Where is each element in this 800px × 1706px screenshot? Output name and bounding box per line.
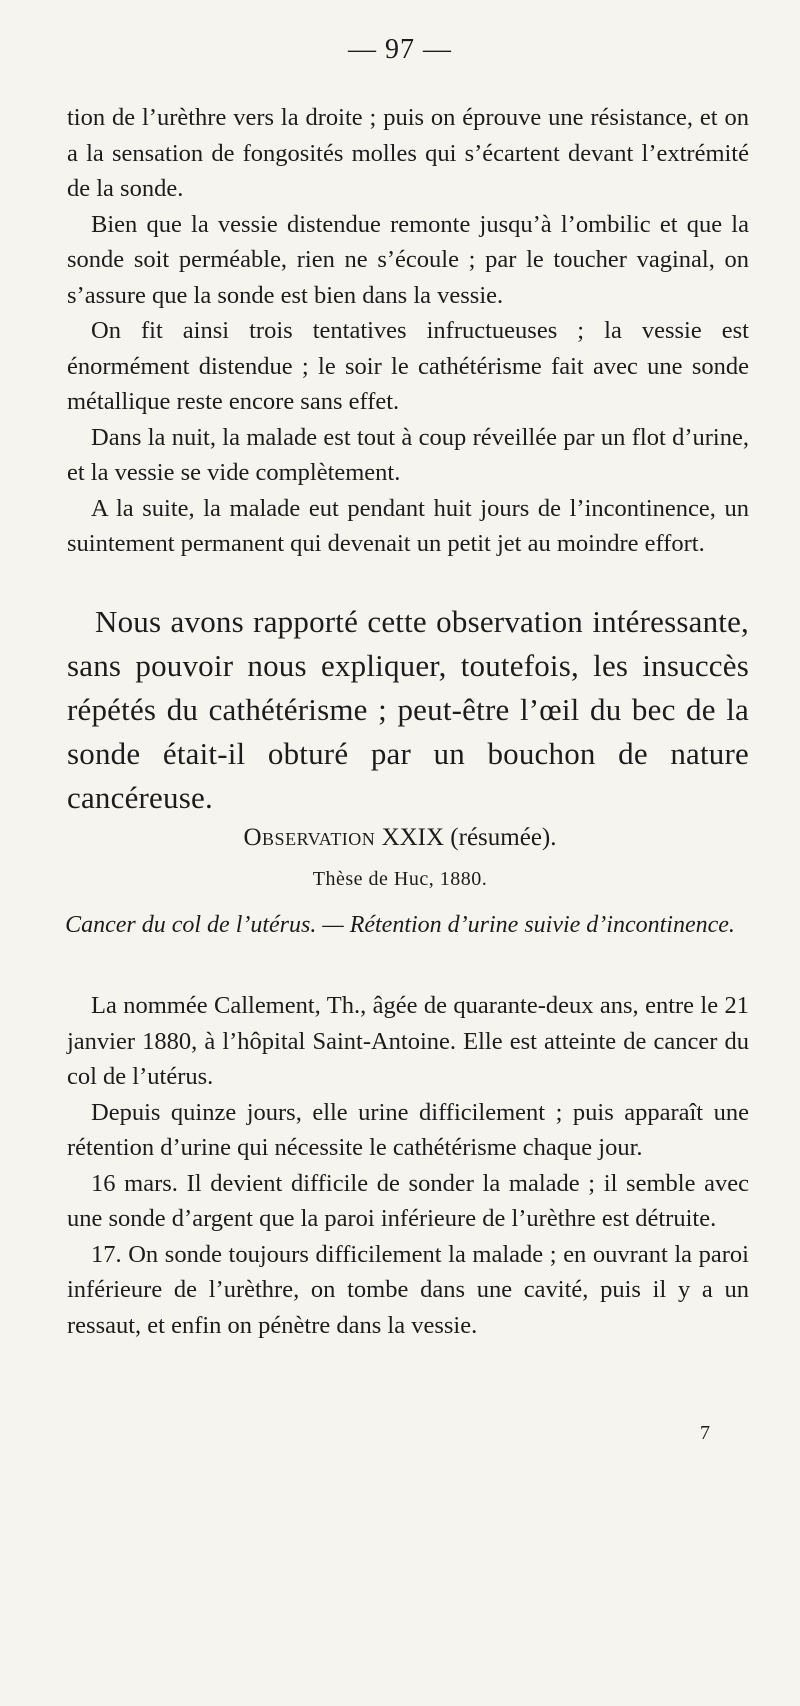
page-number: — 97 — (348, 34, 452, 65)
observation-source: Thèse de Huc, 1880. (312, 868, 488, 890)
observation-subtitle: Cancer du col de l’utérus. — Rétention d’urine suivie d’incontinence. (65, 912, 735, 938)
observation-number: XXIX (résumée). (381, 824, 557, 851)
paragraph: 17. On sonde toujours difficilement la malade ; en ouvrant la paroi inférieure de l’urèthre, on tombe dans une cavité, puis il y a un ressaut, et enfin on pénètre dans la vessie. (67, 1240, 749, 1339)
paragraph: A la suite, la malade eut pendant huit jours de l’incontinence, un suintement permanent qui devenait un petit jet au moindre effort. (67, 494, 749, 557)
paragraph: tion de l’urèthre vers la droite ; puis on éprouve une résistance, et on a la sensation de fongosités molles qui s’écartent devant l’extrémité de la sonde. (67, 104, 749, 202)
observation-label: Observation (243, 824, 376, 851)
observation-body (67, 988, 749, 1343)
paragraph: La nommée Callement, Th., âgée de quarante-deux ans, entre le 21 janvier 1880, à l’hôpital Saint-Antoine. Elle est atteinte de cancer du col de l’utérus. (67, 992, 749, 1090)
paragraph: Depuis quinze jours, elle urine difficilement ; puis apparaît une rétention d’urine qui nécessite le cathétérisme chaque jour. (67, 1098, 749, 1161)
observation-continuation (67, 100, 749, 562)
paragraph: 16 mars. Il devient difficile de sonder la malade ; il semble avec une sonde d’argent que la paroi inférieure de l’urèthre est détruite. (67, 1169, 749, 1232)
observation-heading (0, 824, 800, 852)
paragraph: On fit ainsi trois tentatives infructueuses ; la vessie est énormément distendue ; le soir le cathétérisme fait avec une sonde métallique reste encore sans effet. (67, 317, 749, 415)
paragraph: Dans la nuit, la malade est tout à coup réveillée par un flot d’urine, et la vessie se vide complètement. (67, 423, 749, 486)
author-commentary: Nous avons rapporté cette observation intéressante, sans pouvoir nous expliquer, toutefois, les insuccès répétés du cathétérisme ; peut-être l’œil du bec de la sonde était-il obturé par un bouchon de nature cancéreuse. (67, 604, 749, 815)
signature-mark: 7 (700, 1422, 710, 1444)
paragraph: Bien que la vessie distendue remonte jusqu’à l’ombilic et que la sonde soit perméable, rien ne s’écoule ; par le toucher vaginal, on s’assure que la sonde est bien dans la vessie. (67, 210, 749, 309)
